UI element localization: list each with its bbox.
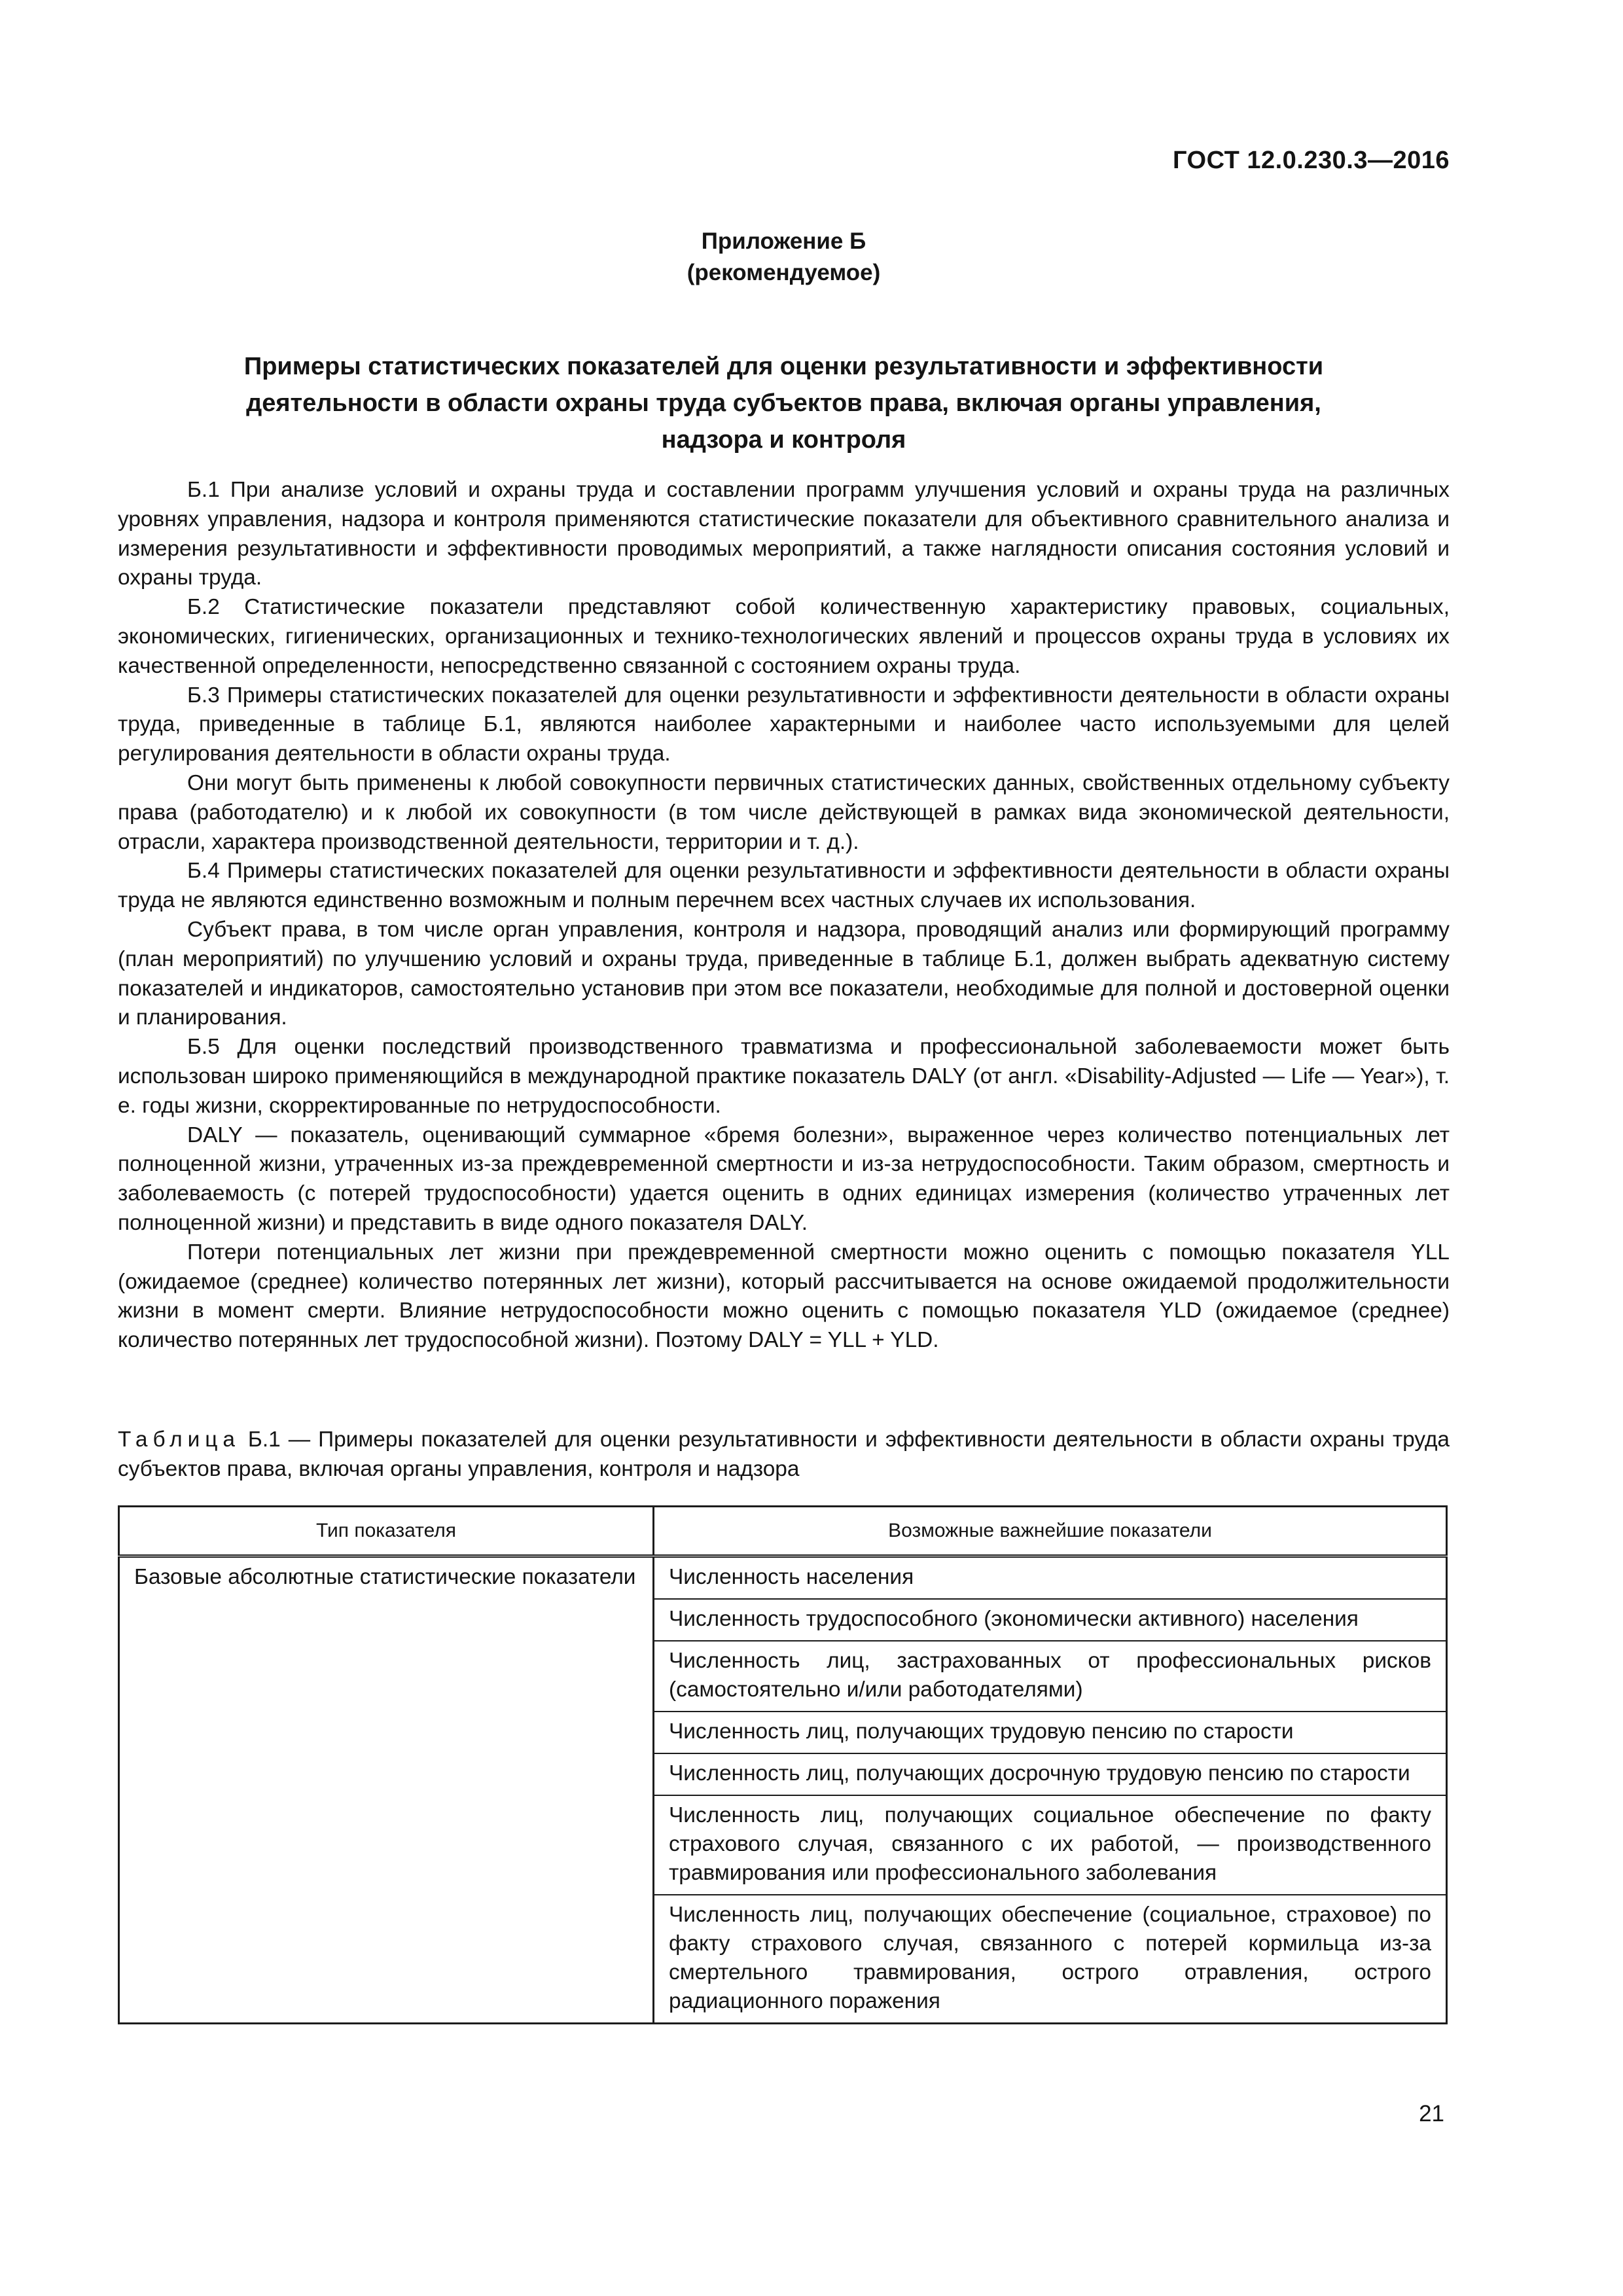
table-row <box>119 1556 1447 1600</box>
paragraph-b3: Б.3 Примеры статистических показателей для оценки результативности и эффективности деятельности в области охраны труда, приведенные в таблице Б.1, являются наиболее характерными и наиболее часто используемыми для целей регулирования деятельности в области охраны труда. <box>118 683 1450 766</box>
column-header-type: Тип показателя <box>119 1507 654 1556</box>
indicator-type-cell: Базовые абсолютные статистические показатели <box>119 1556 654 2024</box>
indicator-cell: Численность населения <box>654 1556 1447 1600</box>
indicator-cell: Численность лиц, получающих социальное обеспечение по факту страхового случая, связанного с их работой, — производственного травмирования или профессионального заболевания <box>654 1795 1447 1895</box>
appendix-heading <box>118 226 1450 289</box>
table-caption <box>118 1426 1450 1484</box>
indicators-table <box>118 1505 1448 2024</box>
title-line: надзора и контроля <box>661 426 906 454</box>
paragraph-daly: DALY — показатель, оценивающий суммарное «бремя болезни», выраженное через количество потенциальных лет полноценной жизни, утраченных из-за преждевременной смертности и из-за нетрудоспособности. Таким образом, смертность и заболеваемость (с потерей трудоспособности) удается оценить в одних единицах измерения (количество утраченных лет полноценной жизни) и представить в виде одного показателя DALY. <box>118 1122 1450 1235</box>
paragraph-b1: Б.1 При анализе условий и охраны труда и составлении программ улучшения условий и охраны труда на различных уровнях управления, надзора и контроля применяются статистические показатели для объективного сравнительного анализа и измерения результативности и эффективности проводимых мероприятий, а также наглядности описания состояния условий и охраны труда. <box>118 478 1450 590</box>
indicator-cell: Численность лиц, получающих обеспечение (социальное, страховое) по факту страхового случая, связанного с потерей кормильца из-за смертельного травмирования, острого отравления, острого радиационного поражения <box>669 1903 1431 2013</box>
appendix-label: Приложение Б <box>701 228 866 254</box>
indicator-cell: Численность трудоспособного (экономически активного) населения <box>654 1599 1447 1641</box>
table-caption-label: Таблица <box>118 1427 240 1452</box>
column-header-indicators: Возможные важнейшие показатели <box>654 1507 1447 1556</box>
body-text <box>118 476 1450 1355</box>
title-line: деятельности в области охраны труда субъектов права, включая органы управления, <box>246 389 1321 417</box>
gost-number: ГОСТ 12.0.230.3—2016 <box>1172 147 1450 174</box>
table-caption-text: Б.1 — Примеры показателей для оценки результативности и эффективности деятельности в области охраны труда субъектов права, включая органы управления, контроля и надзора <box>118 1427 1450 1481</box>
paragraph-b4-cont: Субъект права, в том числе орган управления, контроля и надзора, проводящий анализ или формирующий программу (план мероприятий) по улучшению условий и охраны труда, приведенные в таблице Б.1, должен выбрать адекватную систему показателей и индикаторов, самостоятельно установив при этом все показатели, необходимые для полной и достоверной оценки и планирования. <box>118 917 1450 1030</box>
paragraph-b4: Б.4 Примеры статистических показателей для оценки результативности и эффективности деятельности в области охраны труда не являются единственно возможным и полным перечнем всех частных случаев их использования. <box>118 859 1450 913</box>
indicator-cell: Численность лиц, застрахованных от профессиональных рисков (самостоятельно и/или работодателями) <box>654 1641 1447 1712</box>
indicator-cell: Численность лиц, получающих трудовую пенсию по старости <box>654 1712 1447 1753</box>
paragraph-b2: Б.2 Статистические показатели представляют собой количественную характеристику правовых, социальных, экономических, гигиенических, организационных и технико-технологических явлений и процессов охраны труда в условиях их качественной определенности, непосредственно связанной с состоянием охраны труда. <box>118 595 1450 678</box>
table-header-row <box>119 1507 1447 1556</box>
document-page <box>118 0 1450 2296</box>
title-line: Примеры статистических показателей для оценки результативности и эффективности <box>243 353 1324 380</box>
document-title <box>157 348 1410 458</box>
indicator-cell: Численность лиц, получающих досрочную трудовую пенсию по старости <box>654 1753 1447 1795</box>
paragraph-b3-cont: Они могут быть применены к любой совокупности первичных статистических данных, свойственных отдельному субъекту права (работодателю) и к любой их совокупности (в том числе действующей в рамках вида экономической деятельности, отрасли, характера производственной деятельности, территории и т. д.). <box>118 770 1450 854</box>
paragraph-yll-yld: Потери потенциальных лет жизни при преждевременной смертности можно оценить с помощью показателя YLL (ожидаемое (среднее) количество потерянных лет жизни), который рассчитывается на основе ожидаемой продолжительности жизни в момент смерти. Влияние нетрудоспособности можно оценить с помощью показателя YLD (ожидаемое (среднее) количество потерянных лет трудоспособной жизни). Поэтому DALY = YLL + YLD. <box>118 1240 1450 1353</box>
paragraph-b5: Б.5 Для оценки последствий производственного травматизма и профессиональной заболеваемости может быть использован широко применяющийся в международной практике показатель DALY (от англ. «Disability-Adjusted — Life — Year»), т. е. годы жизни, скорректированные по нетрудоспособности. <box>118 1035 1450 1118</box>
appendix-status: (рекомендуемое) <box>687 260 881 285</box>
page-number: 21 <box>1419 2101 1444 2126</box>
